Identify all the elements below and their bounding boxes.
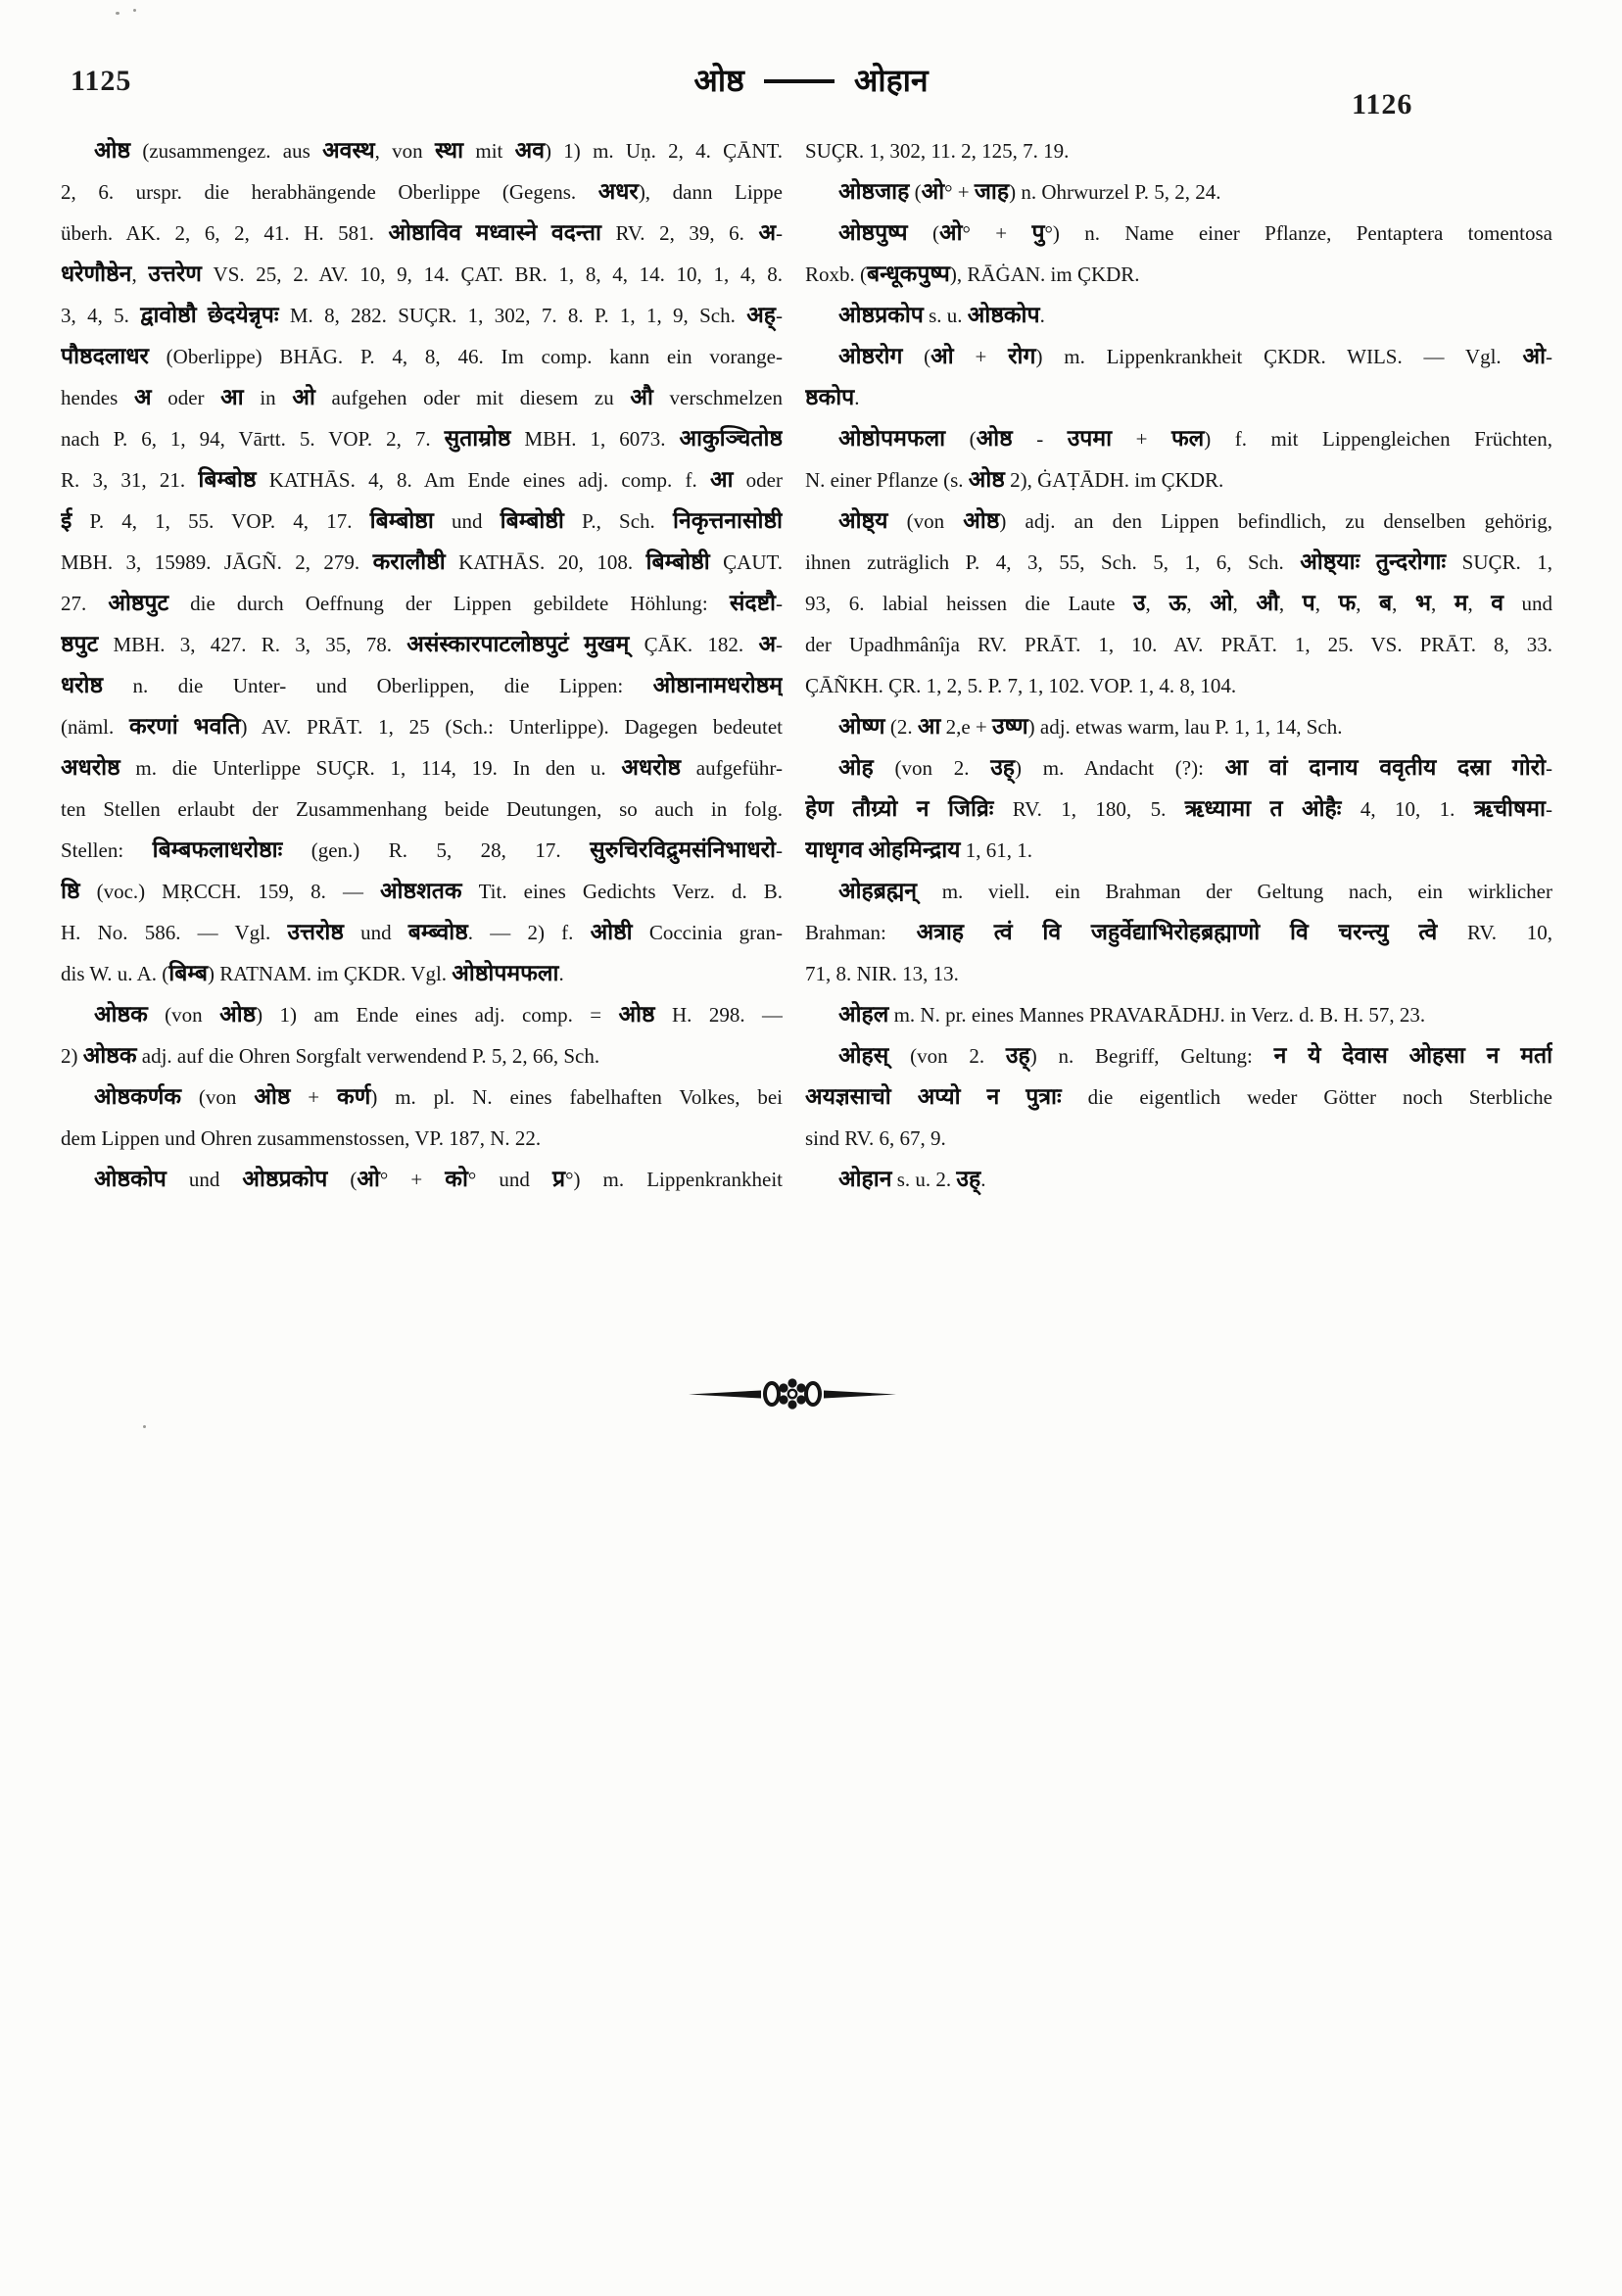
devanagari-run: अ xyxy=(758,632,777,657)
text-line: ओष्ठकर्णक (von ओष्ठ + कर्ण) m. pl. N. eines fabelhaften Volkes, bei xyxy=(94,1084,783,1110)
devanagari-run: ओहैः xyxy=(1302,796,1342,822)
text-line: Stellen: बिम्बफलाधरोष्ठाः (gen.) R. 5, 28, 17. सुरुचिरविद्रुमसंनिभाधरो- xyxy=(61,837,783,863)
devanagari-run: जहुर्वेद्याभिरोहब्रह्माणो xyxy=(1090,920,1261,945)
devanagari-run: उह् xyxy=(1005,1043,1030,1069)
devanagari-run: असंस्कारपाटलोष्ठपुटं xyxy=(406,632,569,657)
devanagari-run: ओहान xyxy=(838,1167,892,1192)
devanagari-run: अप्यो xyxy=(917,1084,961,1110)
devanagari-run: ओ xyxy=(921,179,945,205)
devanagari-run: ओष्ठक xyxy=(94,1002,148,1028)
devanagari-run: गोरो xyxy=(1511,755,1547,781)
devanagari-run: न xyxy=(916,796,930,822)
devanagari-run: स्था xyxy=(434,138,464,164)
text-line: sind RV. 6, 67, 9. xyxy=(805,1126,946,1150)
page-number-right: 1126 xyxy=(1352,88,1413,120)
text-line: ष्ठकोप. xyxy=(805,385,860,410)
devanagari-run: निकृत्तनासोष्ठी xyxy=(672,508,783,534)
devanagari-run: ओष्ठ xyxy=(968,467,1005,493)
devanagari-run: ओ xyxy=(357,1167,380,1192)
devanagari-run: ष्ठपुट xyxy=(61,632,99,657)
devanagari-run: आ xyxy=(1224,755,1249,781)
text-line: ष्ठपुट MBH. 3, 427. R. 3, 35, 78. असंस्कारपाटलोष्ठपुटं मुखम् ÇĀK. 182. अ- xyxy=(61,632,783,657)
devanagari-run: पुत्राः xyxy=(1026,1084,1062,1110)
text-line: R. 3, 31, 21. बिम्बोष्ठ KATHĀS. 4, 8. Am Ende eines adj. comp. f. आ oder xyxy=(61,467,783,493)
page-number-left: 1125 xyxy=(71,65,132,97)
scan-speck xyxy=(133,9,136,12)
devanagari-run: बिम्बोष्ठा xyxy=(369,508,434,534)
left-bracket-shape xyxy=(765,1383,779,1405)
devanagari-run: दस्रा xyxy=(1457,755,1492,781)
text-line: 93, 6. labial heissen die Laute उ, ऊ, ओ, औ, प, फ, ब, भ, म, व und xyxy=(805,591,1552,616)
devanagari-run: ओष्ठपुट xyxy=(108,591,169,616)
text-line: dem Lippen und Ohren zusammenstossen, VP. 187, N. 22. xyxy=(61,1126,542,1150)
text-line: याधृगव ओहमिन्द्राय 1, 61, 1. xyxy=(805,837,1033,863)
devanagari-run: औ xyxy=(1256,591,1279,616)
devanagari-run: ओहमिन्द्राय xyxy=(868,837,961,863)
devanagari-run: आ xyxy=(220,385,244,410)
devanagari-run: ऋध्यामा xyxy=(1184,796,1252,822)
text-line: 27. ओष्ठपुट die durch Oeffnung der Lippen gebildete Höhlung: संदष्टौ- xyxy=(61,591,783,616)
devanagari-run: ओष्ठकर्णक xyxy=(94,1084,182,1110)
devanagari-run: ओष्ठपुष्प xyxy=(838,220,908,246)
devanagari-run: वदन्ता xyxy=(550,220,601,246)
devanagari-run: ओष्ठ xyxy=(618,1002,655,1028)
devanagari-run: धरोष्ठ xyxy=(61,673,104,698)
devanagari-run: भ xyxy=(1414,591,1431,616)
text-line: ओहान s. u. 2. उह्. xyxy=(838,1167,986,1192)
text-line: überh. AK. 2, 6, 2, 41. H. 581. ओष्ठाविव मध्वास्ने वदन्ता RV. 2, 39, 6. अ- xyxy=(61,220,783,246)
devanagari-run: ष्ठकोप xyxy=(805,385,855,410)
text-line: पौष्ठदलाधर (Oberlippe) BHĀG. P. 4, 8, 46. Im comp. kann ein vorange- xyxy=(61,344,783,369)
devanagari-run: प्र xyxy=(551,1167,566,1192)
running-head-last-word: ओहान xyxy=(853,62,929,99)
devanagari-run: अ xyxy=(133,385,152,410)
text-line: ओह (von 2. उह्) m. Andacht (?): आ वां दानाय ववृतीय दस्रा गोरो- xyxy=(838,755,1552,781)
devanagari-run: पु xyxy=(1031,220,1045,246)
devanagari-run: अ xyxy=(758,220,777,246)
devanagari-run: आ xyxy=(709,467,734,493)
devanagari-run: उष्ण xyxy=(992,714,1028,740)
devanagari-run: ओष्ठशतक xyxy=(380,879,462,904)
devanagari-run: त xyxy=(1269,796,1283,822)
devanagari-run: बन्धूकपुष्प xyxy=(867,262,950,287)
devanagari-run: ष्ठि xyxy=(61,879,80,904)
devanagari-run: ओष्ठप्रकोप xyxy=(838,303,924,328)
devanagari-run: न xyxy=(1486,1043,1500,1069)
text-line: Brahman: अत्राह त्वं वि जहुर्वेद्याभिरोहब्रह्माणो वि चरन्त्यु त्वे RV. 10, xyxy=(805,920,1552,945)
devanagari-run: ओष्ठप्रकोप xyxy=(242,1167,328,1192)
text-line: ओहस् (von 2. उह्) n. Begriff, Geltung: न ये देवास ओहसा न मर्ता xyxy=(838,1043,1552,1069)
devanagari-run: ओ xyxy=(938,220,963,246)
devanagari-run: बिम्बोष्ठ xyxy=(198,467,257,493)
devanagari-run: अयज्ञसाचो xyxy=(805,1084,891,1110)
devanagari-run: मध्वास्ने xyxy=(475,220,538,246)
devanagari-run: ओष्ठोपमफला xyxy=(452,961,559,986)
text-line: ओष्ठ (zusammengez. aus अवस्थ, von स्था mit अव) 1) m. Uṇ. 2, 4. ÇĀNT. xyxy=(94,138,783,164)
text-line: 2, 6. urspr. die herabhängende Oberlippe (Gegens. अधर), dann Lippe xyxy=(61,179,783,205)
devanagari-run: आ xyxy=(917,714,941,740)
devanagari-run: ओष्ठरोग xyxy=(838,344,903,369)
text-line: H. No. 586. — Vgl. उत्तरोष्ठ und बम्ब्वोष्ठ. — 2) f. ओष्ठी Coccinia gran- xyxy=(61,920,783,945)
text-line: ihnen zuträglich P. 4, 3, 55, Sch. 5, 1, 6, Sch. ओष्ठ्याः तुन्दरोगाः SUÇR. 1, xyxy=(805,550,1552,575)
devanagari-run: सुरुचिरविद्रुमसंनिभाधरो xyxy=(590,837,776,863)
devanagari-run: मुखम् xyxy=(584,632,630,657)
text-line: (näml. करणां भवति) AV. PRĀT. 1, 25 (Sch.: Unterlippe). Dagegen bedeutet xyxy=(61,714,783,740)
devanagari-run: को xyxy=(445,1167,468,1192)
rosette xyxy=(779,1378,805,1409)
devanagari-run: ओष्ठ xyxy=(254,1084,291,1110)
text-line: dis W. u. A. (बिम्ब) RATNAM. im ÇKDR. Vgl. ओष्ठोपमफला. xyxy=(61,961,564,986)
devanagari-run: करणां xyxy=(129,714,178,740)
devanagari-run: चरन्त्यु xyxy=(1338,920,1389,945)
devanagari-run: ओष्ठ्य xyxy=(838,508,888,534)
devanagari-run: अव xyxy=(514,138,546,164)
devanagari-run: व xyxy=(1491,591,1504,616)
devanagari-run: जाह xyxy=(974,179,1010,205)
devanagari-run: भवति xyxy=(193,714,241,740)
text-line: ओष्ठरोग (ओ + रोग) m. Lippenkrankheit ÇKDR. WILS. — Vgl. ओ- xyxy=(838,344,1552,369)
devanagari-run: बिम्बोष्ठी xyxy=(500,508,564,534)
text-line: N. einer Pflanze (s. ओष्ठ 2), ĠAṬĀDH. im ÇKDR. xyxy=(805,467,1224,493)
devanagari-run: उत्तरेण xyxy=(148,262,202,287)
devanagari-run: ये xyxy=(1308,1043,1321,1069)
text-line: der Upadhmânîja RV. PRĀT. 1, 10. AV. PRĀT. 1, 25. VS. PRĀT. 8, 33. xyxy=(805,633,1552,656)
devanagari-run: ओष्ठोपमफला xyxy=(838,426,946,452)
devanagari-run: त्वे xyxy=(1418,920,1438,945)
text-line: ओष्ठपुष्प (ओ° + पु°) n. Name einer Pflanze, Pentaptera tomentosa xyxy=(838,220,1552,246)
devanagari-run: ओष्ठ्याः xyxy=(1300,550,1360,575)
devanagari-run: ओष्ठ xyxy=(976,426,1013,452)
devanagari-run: अह् xyxy=(746,303,776,328)
left-column xyxy=(61,130,783,1200)
devanagari-run: बिम्बोष्ठी xyxy=(645,550,710,575)
devanagari-run: बम्ब्वोष्ठ xyxy=(407,920,468,945)
text-line: ÇĀÑKH. ÇR. 1, 2, 5. P. 7, 1, 102. VOP. 1, 4. 8, 104. xyxy=(805,674,1237,697)
devanagari-run: फ xyxy=(1338,591,1357,616)
devanagari-run: ऊ xyxy=(1169,591,1187,616)
text-line: MBH. 3, 15989. JĀGÑ. 2, 279. करालौष्ठी KATHĀS. 20, 108. बिम्बोष्ठी ÇAUT. xyxy=(61,550,783,575)
text-line: ओहल m. N. pr. eines Mannes PRAVARĀDHJ. in Verz. d. B. H. 57, 23. xyxy=(838,1002,1426,1028)
devanagari-run: ई xyxy=(61,508,72,534)
devanagari-run: तौग्र्यो xyxy=(852,796,898,822)
devanagari-run: छेदयेन्नृपः xyxy=(208,303,279,328)
devanagari-run: आकुञ्चितोष्ठ xyxy=(679,426,783,452)
devanagari-run: अधर xyxy=(597,179,639,205)
running-head-first-word: ओष्ठ xyxy=(693,62,744,99)
devanagari-run: बिम्ब xyxy=(168,961,208,986)
devanagari-run: ओ xyxy=(1522,344,1546,369)
devanagari-run: ओ xyxy=(1210,591,1233,616)
scan-speck xyxy=(116,12,119,15)
devanagari-run: मर्ता xyxy=(1520,1043,1552,1069)
text-line: ten Stellen erlaubt der Zusammenhang beide Deutungen, so auch in folg. xyxy=(61,797,783,821)
devanagari-run: फल xyxy=(1170,426,1205,452)
devanagari-run: ओहसा xyxy=(1408,1043,1465,1069)
devanagari-run: रोग xyxy=(1008,344,1036,369)
devanagari-run: ओष्ठक xyxy=(82,1043,137,1069)
devanagari-run: अवस्थ xyxy=(322,138,375,164)
devanagari-run: वां xyxy=(1268,755,1288,781)
text-line: ओष्ठकोप und ओष्ठप्रकोप (ओ° + को° und प्र°) m. Lippenkrankheit xyxy=(94,1167,783,1192)
devanagari-run: वि xyxy=(1289,920,1309,945)
devanagari-run: ओहस् xyxy=(838,1043,889,1069)
devanagari-run: ऋचीषमा xyxy=(1473,796,1547,822)
devanagari-run: पौष्ठदलाधर xyxy=(61,344,149,369)
devanagari-run: करालौष्ठी xyxy=(372,550,446,575)
devanagari-run: उह् xyxy=(990,755,1016,781)
devanagari-run: ओष्ठाविव xyxy=(388,220,462,246)
devanagari-run: ओष्ठानामधरोष्ठम् xyxy=(652,673,783,698)
devanagari-run: जिव्रिः xyxy=(947,796,994,822)
right-bracket-shape xyxy=(806,1383,820,1405)
devanagari-run: अत्राह xyxy=(916,920,965,945)
devanagari-run: प xyxy=(1302,591,1315,616)
devanagari-run: ओ xyxy=(930,344,954,369)
scan-speck xyxy=(143,1425,146,1428)
devanagari-run: ओष्ठकोप xyxy=(967,303,1040,328)
text-line: ओष्ठक (von ओष्ठ) 1) am Ende eines adj. comp. = ओष्ठ H. 298. — xyxy=(94,1002,783,1028)
text-line: धरेणौष्ठेन, उत्तरेण VS. 25, 2. AV. 10, 9, 14. ÇAT. BR. 1, 8, 4, 14. 10, 1, 4, 8. xyxy=(61,262,783,287)
running-head-rule xyxy=(764,79,835,83)
devanagari-run: उपमा xyxy=(1067,426,1113,452)
devanagari-run: ओ xyxy=(292,385,315,410)
text-line: ओष्ण (2. आ 2,e + उष्ण) adj. etwas warm, lau P. 1, 1, 14, Sch. xyxy=(838,714,1343,740)
devanagari-run: त्वं xyxy=(993,920,1013,945)
devanagari-run: अधरोष्ठ xyxy=(621,755,682,781)
devanagari-run: ओष्ठ xyxy=(94,138,131,164)
devanagari-run: दानाय xyxy=(1309,755,1359,781)
text-line: hendes अ oder आ in ओ aufgehen oder mit diesem zu औ verschmelzen xyxy=(61,385,783,410)
devanagari-run: संदष्टौ xyxy=(729,591,776,616)
text-line: ओहब्रह्मन् m. viell. ein Brahman der Geltung nach, ein wirklicher xyxy=(838,879,1552,904)
right-column xyxy=(805,130,1552,1200)
devanagari-run: सुताम्रोष्ठ xyxy=(444,426,511,452)
text-line: अयज्ञसाचो अप्यो न पुत्राः die eigentlich weder Götter noch Sterbliche xyxy=(805,1084,1552,1110)
devanagari-run: उह् xyxy=(956,1167,981,1192)
devanagari-run: हेण xyxy=(805,796,834,822)
text-line: ओष्ठोपमफला (ओष्ठ - उपमा + फल) f. mit Lippengleichen Früchten, xyxy=(838,426,1552,452)
devanagari-run: औ xyxy=(630,385,653,410)
devanagari-run: ओहब्रह्मन् xyxy=(838,879,918,904)
text-line: 3, 4, 5. द्वावोष्ठौ छेदयेन्नृपः M. 8, 282. SUÇR. 1, 302, 7. 8. P. 1, 1, 9, Sch. अह्- xyxy=(61,303,783,328)
devanagari-run: ओह xyxy=(838,755,874,781)
devanagari-run: ओहल xyxy=(838,1002,889,1028)
devanagari-run: उत्तरोष्ठ xyxy=(287,920,344,945)
devanagari-run: बिम्बफलाधरोष्ठाः xyxy=(152,837,283,863)
text-line: 71, 8. NIR. 13, 13. xyxy=(805,962,959,985)
devanagari-run: याधृगव xyxy=(805,837,864,863)
tailpiece-ornament xyxy=(689,1371,896,1416)
text-line: SUÇR. 1, 302, 11. 2, 125, 7. 19. xyxy=(805,139,1070,163)
text-line: अधरोष्ठ m. die Unterlippe SUÇR. 1, 114, 19. In den u. अधरोष्ठ aufgeführ- xyxy=(61,755,783,781)
text-line: 2) ओष्ठक adj. auf die Ohren Sorgfalt verwendend P. 5, 2, 66, Sch. xyxy=(61,1043,600,1069)
text-line: ओष्ठ्य (von ओष्ठ) adj. an den Lippen befindlich, zu denselben gehörig, xyxy=(838,508,1552,534)
devanagari-run: कर्ण xyxy=(337,1084,371,1110)
devanagari-run: धरेणौष्ठेन xyxy=(61,262,132,287)
devanagari-run: ओष्ठजाह xyxy=(838,179,910,205)
devanagari-run: उ xyxy=(1132,591,1146,616)
text-line: Roxb. (बन्धूकपुष्प), RĀĠAN. im ÇKDR. xyxy=(805,262,1140,287)
devanagari-run: ओष्ठकोप xyxy=(94,1167,167,1192)
devanagari-run: अधरोष्ठ xyxy=(61,755,120,781)
devanagari-run: न xyxy=(986,1084,1000,1110)
text-line: हेण तौग्र्यो न जिव्रिः RV. 1, 180, 5. ऋध्यामा त ओहैः 4, 10, 1. ऋचीषमा- xyxy=(805,796,1552,822)
devanagari-run: ब xyxy=(1378,591,1393,616)
devanagari-run: ओष्ठ xyxy=(219,1002,257,1028)
devanagari-run: ओष्ठ xyxy=(963,508,1000,534)
text-line: ई P. 4, 1, 55. VOP. 4, 17. बिम्बोष्ठा und बिम्बोष्ठी P., Sch. निकृत्तनासोष्ठी xyxy=(61,508,783,534)
devanagari-run: ववृतीय xyxy=(1379,755,1437,781)
devanagari-run: ओष्ठी xyxy=(590,920,633,945)
devanagari-run: द्वावोष्ठौ xyxy=(140,303,197,328)
devanagari-run: न xyxy=(1273,1043,1287,1069)
text-line: nach P. 6, 1, 94, Vārtt. 5. VOP. 2, 7. सुताम्रोष्ठ MBH. 1, 6073. आकुञ्चितोष्ठ xyxy=(61,426,783,452)
text-line: ओष्ठप्रकोप s. u. ओष्ठकोप. xyxy=(838,303,1045,328)
devanagari-run: देवास xyxy=(1342,1043,1388,1069)
text-line: ष्ठि (voc.) MṚCCH. 159, 8. — ओष्ठशतक Tit. eines Gedichts Verz. d. B. xyxy=(61,879,783,904)
devanagari-run: तुन्दरोगाः xyxy=(1375,550,1447,575)
text-line: धरोष्ठ n. die Unter- und Oberlippen, die Lippen: ओष्ठानामधरोष्ठम् xyxy=(61,673,783,698)
text-line: ओष्ठजाह (ओ° + जाह) n. Ohrwurzel P. 5, 2, 24. xyxy=(838,179,1221,205)
devanagari-run: वि xyxy=(1042,920,1062,945)
devanagari-run: ओष्ण xyxy=(838,714,885,740)
devanagari-run: म xyxy=(1454,591,1468,616)
